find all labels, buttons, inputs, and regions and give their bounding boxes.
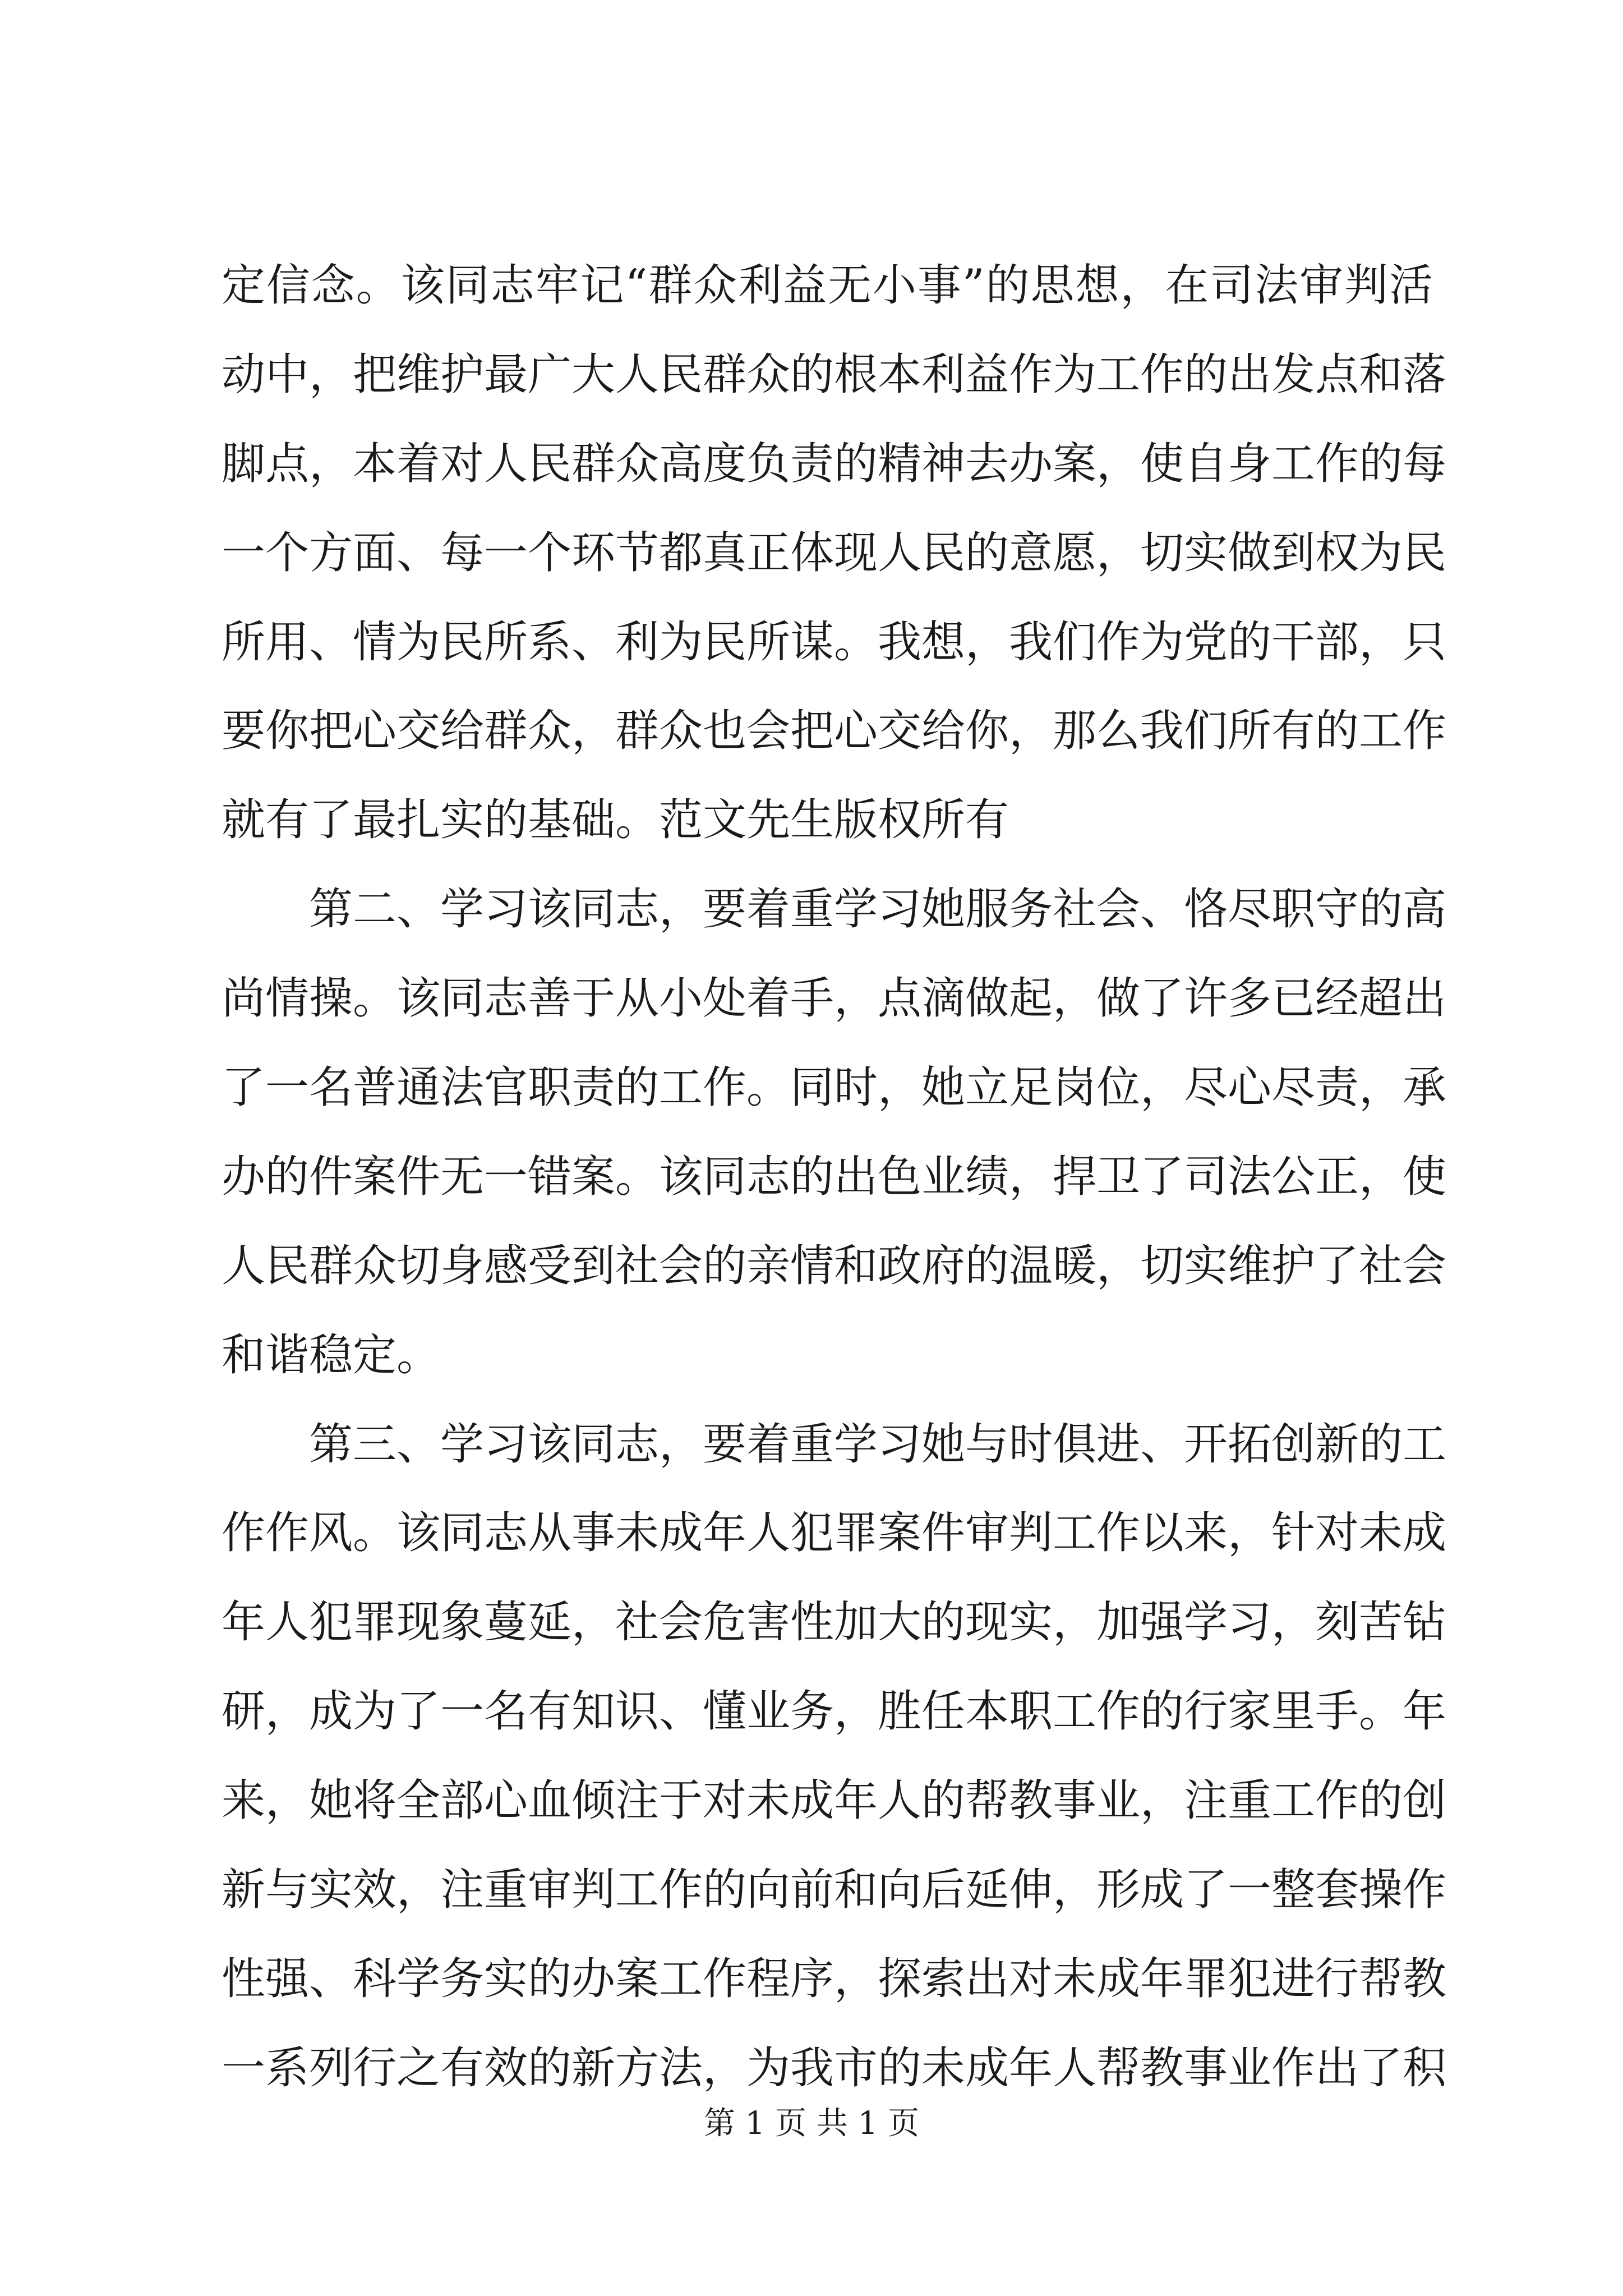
- text-line: 一系列行之有效的新方法，为我市的未成年人帮教事业作出了积: [222, 2042, 1447, 2093]
- document-body: [222, 241, 1447, 2113]
- text-line: 要你把心交给群众，群众也会把心交给你，那么我们所有的工作: [222, 706, 1447, 757]
- page-number: 第 1 页 共 1 页: [703, 2105, 920, 2142]
- text-line: 新与实效，注重审判工作的向前和向后延伸，形成了一整套操作: [222, 1865, 1447, 1916]
- text-line: 动中，把维护最广大人民群众的根本利益作为工作的出发点和落: [222, 349, 1447, 400]
- text-line: 了一名普通法官职责的工作。同时，她立足岗位，尽心尽责，承: [222, 1062, 1447, 1114]
- text-line: 办的件案件无一错案。该同志的出色业绩，捍卫了司法公正，使: [222, 1151, 1447, 1202]
- text-line: 定信念。该同志牢记“群众利益无小事”的思想，在司法审判活: [222, 260, 1433, 311]
- text-line: 研，成为了一名有知识、懂业务，胜任本职工作的行家里手。年: [222, 1686, 1447, 1737]
- text-line: 所用、情为民所系、利为民所谋。我想，我们作为党的干部，只: [222, 616, 1447, 668]
- text-line: 第三、学习该同志，要着重学习她与时俱进、开拓创新的工: [309, 1419, 1447, 1470]
- text-line: 就有了最扎实的基础。范文先生版权所有: [222, 795, 1009, 846]
- text-line: 作作风。该同志从事未成年人犯罪案件审判工作以来，针对未成: [222, 1508, 1447, 1559]
- text-line: 人民群众切身感受到社会的亲情和政府的温暖，切实维护了社会: [222, 1240, 1447, 1291]
- text-line: 和谐稳定。: [222, 1329, 441, 1381]
- text-line: 性强、科学务实的办案工作程序，探索出对未成年罪犯进行帮教: [222, 1953, 1447, 2004]
- text-line: 年人犯罪现象蔓延，社会危害性加大的现实，加强学习，刻苦钻: [222, 1597, 1447, 1648]
- text-line: 一个方面、每一个环节都真正体现人民的意愿，切实做到权为民: [222, 527, 1447, 578]
- page-footer: [0, 2101, 1623, 2146]
- text-line: 第二、学习该同志，要着重学习她服务社会、恪尽职守的高: [309, 884, 1447, 935]
- text-line: 尚情操。该同志善于从小处着手，点滴做起，做了许多已经超出: [222, 973, 1447, 1024]
- text-line: 来，她将全部心血倾注于对未成年人的帮教事业，注重工作的创: [222, 1775, 1447, 1826]
- text-line: 脚点，本着对人民群众高度负责的精神去办案，使自身工作的每: [222, 438, 1447, 489]
